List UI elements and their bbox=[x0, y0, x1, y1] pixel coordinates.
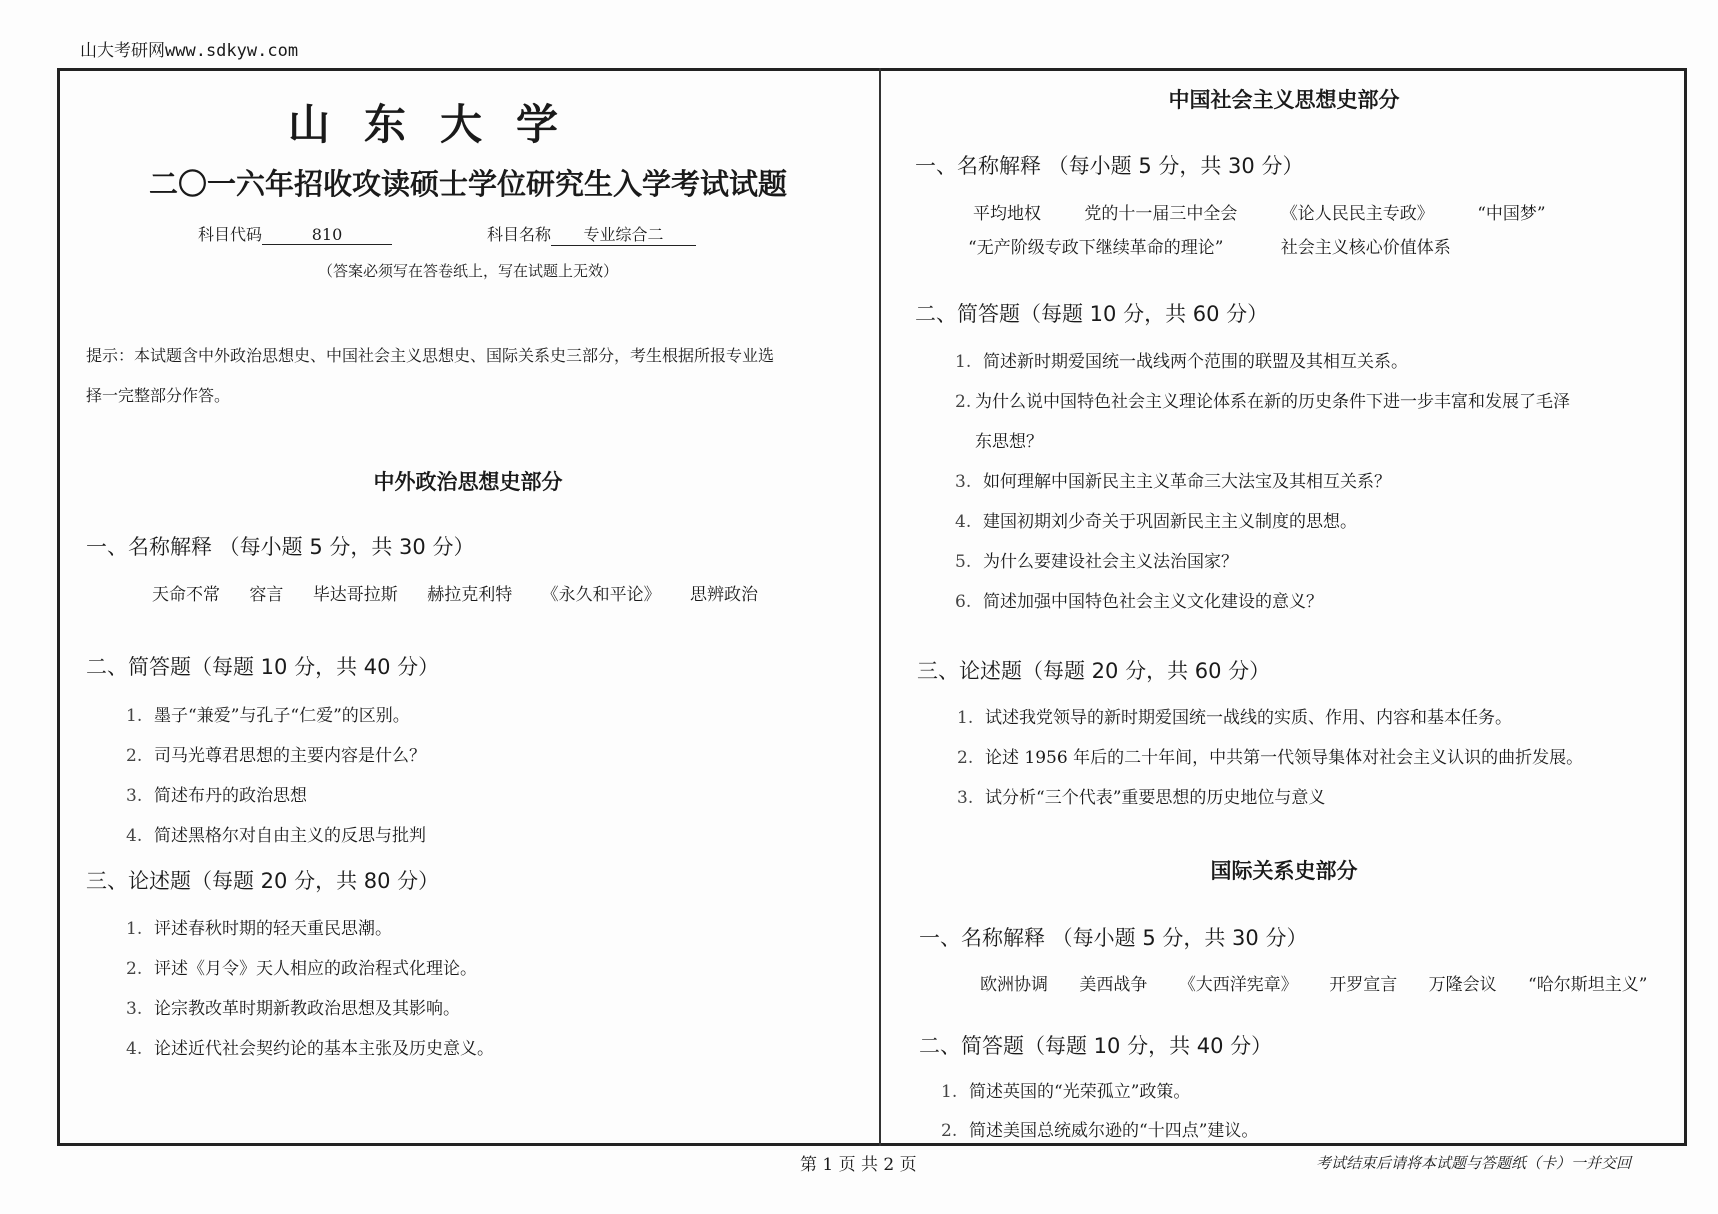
list-item: 1. 简述新时期爱国统一战线两个范围的联盟及其相互关系。 bbox=[955, 352, 1408, 372]
term: 《永久和平论》 bbox=[541, 585, 661, 605]
subject-name-value: 专业综合二 bbox=[551, 222, 696, 246]
list-item: 3. 论宗教改革时期新教政治思想及其影响。 bbox=[126, 999, 460, 1019]
list-item: 5. 为什么要建设社会主义法治国家？ bbox=[955, 552, 1238, 572]
tip-text bbox=[86, 336, 774, 416]
term: “哈尔斯坦主义” bbox=[1528, 975, 1648, 995]
exam-title: 二〇一六年招收攻读硕士学位研究生入学考试试题 bbox=[148, 167, 787, 201]
term: “中国梦” bbox=[1477, 204, 1546, 224]
list-item: 1. 评述春秋时期的轻天重民思潮。 bbox=[126, 919, 392, 939]
list-item: 2. 司马光尊君思想的主要内容是什么？ bbox=[126, 746, 426, 766]
part2-title: 中国社会主义思想史部分 bbox=[1168, 88, 1400, 112]
list-item: 3. 试分析“三个代表”重要思想的历史地位与意义 bbox=[957, 788, 1326, 808]
term: 毕达哥拉斯 bbox=[312, 585, 398, 605]
term: 社会主义核心价值体系 bbox=[1280, 238, 1451, 258]
list-item: 1. 墨子“兼爱”与孔子“仁爱”的区别。 bbox=[126, 706, 410, 726]
term: 《大西洋宪章》 bbox=[1178, 975, 1298, 995]
term: 容言 bbox=[249, 585, 284, 605]
site-watermark: 山大考研网www.sdkyw.com bbox=[80, 41, 299, 61]
footer-note: 考试结束后请将本试题与答题纸（卡）一并交回 bbox=[1316, 1154, 1632, 1172]
list-item: 4. 简述黑格尔对自由主义的反思与批判 bbox=[126, 826, 426, 846]
list-item: 6. 简述加强中国特色社会主义文化建设的意义？ bbox=[955, 592, 1323, 612]
list-item: 3. 简述布丹的政治思想 bbox=[126, 786, 307, 806]
part1-s1-heading: 一、名称解释 （每小题 5 分，共 30 分） bbox=[86, 535, 475, 559]
part3-s2-heading: 二、简答题（每题 10 分，共 40 分） bbox=[919, 1034, 1273, 1058]
part1-s3-heading: 三、论述题（每题 20 分，共 80 分） bbox=[86, 869, 440, 893]
term: 欧洲协调 bbox=[980, 975, 1048, 995]
list-item: 2. 论述 1956 年后的二十年间，中共第一代领导集体对社会主义认识的曲折发展。 bbox=[957, 748, 1584, 768]
tip-line-2: 择一完整部分作答。 bbox=[86, 386, 231, 405]
subject-name-label: 科目名称 bbox=[487, 225, 552, 244]
part1-terms bbox=[152, 580, 782, 605]
column-divider bbox=[879, 68, 881, 1146]
part2-s1-heading: 一、名称解释 （每小题 5 分，共 30 分） bbox=[915, 154, 1304, 178]
list-item: 2. 评述《月令》天人相应的政治程式化理论。 bbox=[126, 959, 477, 979]
list-item: 东思想？ bbox=[975, 432, 1043, 452]
tip-line-1: 提示：本试题含中外政治思想史、中国社会主义思想史、国际关系史三部分，考生根据所报专业选 bbox=[86, 346, 775, 365]
term: 平均地权 bbox=[973, 204, 1041, 224]
answer-note: （答案必须写在答卷纸上，写在试题上无效） bbox=[317, 262, 618, 280]
term: 美西战争 bbox=[1079, 975, 1148, 995]
part3-terms bbox=[980, 970, 1671, 995]
part2-s3-heading: 三、论述题（每题 20 分，共 60 分） bbox=[917, 659, 1271, 683]
list-item: 1. 试述我党领导的新时期爱国统一战线的实质、作用、内容和基本任务。 bbox=[957, 708, 1512, 728]
term: 开罗宣言 bbox=[1329, 975, 1398, 995]
part2-terms-row2 bbox=[968, 233, 1475, 258]
list-item: 3. 如何理解中国新民主主义革命三大法宝及其相互关系？ bbox=[955, 472, 1391, 492]
term: 《论人民民主专政》 bbox=[1280, 204, 1434, 224]
part3-s1-heading: 一、名称解释 （每小题 5 分，共 30 分） bbox=[919, 926, 1308, 950]
subject-code bbox=[198, 222, 392, 245]
subject-name bbox=[487, 222, 696, 246]
list-item: 4. 论述近代社会契约论的基本主张及历史意义。 bbox=[126, 1039, 494, 1059]
list-item: 2. 为什么说中国特色社会主义理论体系在新的历史条件下进一步丰富和发展了毛泽 bbox=[955, 392, 1570, 412]
list-item: 4. 建国初期刘少奇关于巩固新民主主义制度的思想。 bbox=[955, 512, 1357, 532]
part1-title: 中外政治思想史部分 bbox=[373, 470, 563, 494]
part2-s2-heading: 二、简答题（每题 10 分，共 60 分） bbox=[915, 302, 1269, 326]
term: 天命不常 bbox=[152, 585, 220, 605]
part3-title: 国际关系史部分 bbox=[1210, 859, 1358, 883]
subject-code-label: 科目代码 bbox=[198, 225, 263, 244]
term: 思辨政治 bbox=[690, 585, 759, 605]
subject-code-value: 810 bbox=[262, 225, 392, 245]
page-number: 第 1 页 共 2 页 bbox=[800, 1155, 917, 1175]
term: “无产阶级专政下继续革命的理论” bbox=[968, 238, 1224, 258]
part1-s2-heading: 二、简答题（每题 10 分，共 40 分） bbox=[86, 655, 440, 679]
term: 万隆会议 bbox=[1428, 975, 1497, 995]
term: 党的十一届三中全会 bbox=[1084, 204, 1238, 224]
university-title: 山东大学 bbox=[287, 100, 592, 149]
list-item: 2. 简述美国总统威尔逊的“十四点”建议。 bbox=[941, 1121, 1259, 1141]
list-item: 1. 简述英国的“光荣孤立”政策。 bbox=[941, 1082, 1191, 1102]
part2-terms-row1 bbox=[973, 199, 1570, 224]
term: 赫拉克利特 bbox=[427, 585, 513, 605]
